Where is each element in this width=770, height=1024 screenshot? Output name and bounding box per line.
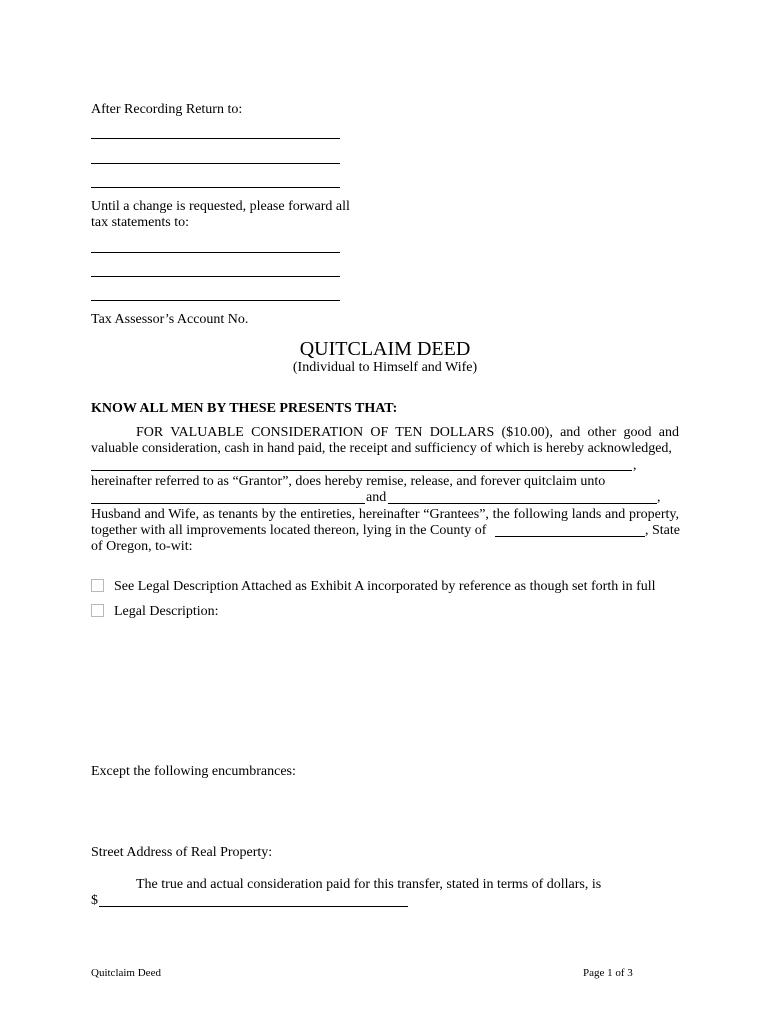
and-connector: and (366, 490, 387, 505)
grantor-paragraph-line: hereinafter referred to as “Grantor”, does hereby remise, release, and forever quitclaim unto (91, 474, 606, 489)
footer-page-number: Page 1 of 3 (583, 967, 633, 979)
return-to-line-2[interactable] (91, 163, 340, 164)
document-title: QUITCLAIM DEED (299, 338, 471, 360)
tax-statements-line-2[interactable] (91, 276, 340, 277)
street-address-label: Street Address of Real Property: (91, 845, 273, 860)
encumbrances-label: Except the following encumbrances: (91, 764, 296, 779)
grantees-paragraph-line: Husband and Wife, as tenants by the entireties, hereinafter “Grantees”, the following lands and property, (91, 507, 679, 522)
dollar-sign: $ (91, 893, 98, 908)
county-paragraph-text: together with all improvements located thereon, lying in the County of (91, 523, 487, 538)
footer-document-name: Quitclaim Deed (91, 967, 161, 979)
legal-description-label: Legal Description: (114, 604, 219, 619)
return-to-line-1[interactable] (91, 138, 340, 139)
tax-statements-line-1[interactable] (91, 252, 340, 253)
grantee-comma: , (657, 490, 661, 505)
county-name-line[interactable] (495, 536, 645, 537)
exhibit-a-checkbox[interactable] (91, 579, 104, 592)
grantor-comma: , (633, 458, 637, 473)
grantor-name-line[interactable] (91, 470, 632, 471)
tax-forward-label-line1: Until a change is requested, please forward all (91, 199, 350, 214)
know-all-men-heading: KNOW ALL MEN BY THESE PRESENTS THAT: (91, 401, 398, 416)
after-recording-label: After Recording Return to: (91, 102, 243, 117)
grantee-wife-line[interactable] (388, 503, 657, 504)
tax-statements-line-3[interactable] (91, 300, 340, 301)
tax-forward-label-line2: tax statements to: (91, 215, 189, 230)
consideration-paragraph-line1: FOR VALUABLE CONSIDERATION OF TEN DOLLARS ($10.00), and other good and (136, 425, 679, 440)
consideration-amount-line[interactable] (99, 906, 408, 907)
consideration-statement: The true and actual consideration paid for this transfer, stated in terms of dollars, is (136, 877, 602, 892)
grantee-husband-line[interactable] (91, 503, 365, 504)
document-subtitle: (Individual to Himself and Wife) (292, 360, 478, 375)
oregon-to-wit-text: of Oregon, to-wit: (91, 539, 193, 554)
return-to-line-3[interactable] (91, 187, 340, 188)
consideration-paragraph-line2: valuable consideration, cash in hand paid, the receipt and sufficiency of which is hereby acknowledged, (91, 441, 672, 456)
exhibit-a-label: See Legal Description Attached as Exhibit A incorporated by reference as though set forth in full (114, 579, 656, 594)
legal-description-checkbox[interactable] (91, 604, 104, 617)
state-text: , State (645, 523, 680, 538)
tax-assessor-label: Tax Assessor’s Account No. (91, 312, 249, 327)
